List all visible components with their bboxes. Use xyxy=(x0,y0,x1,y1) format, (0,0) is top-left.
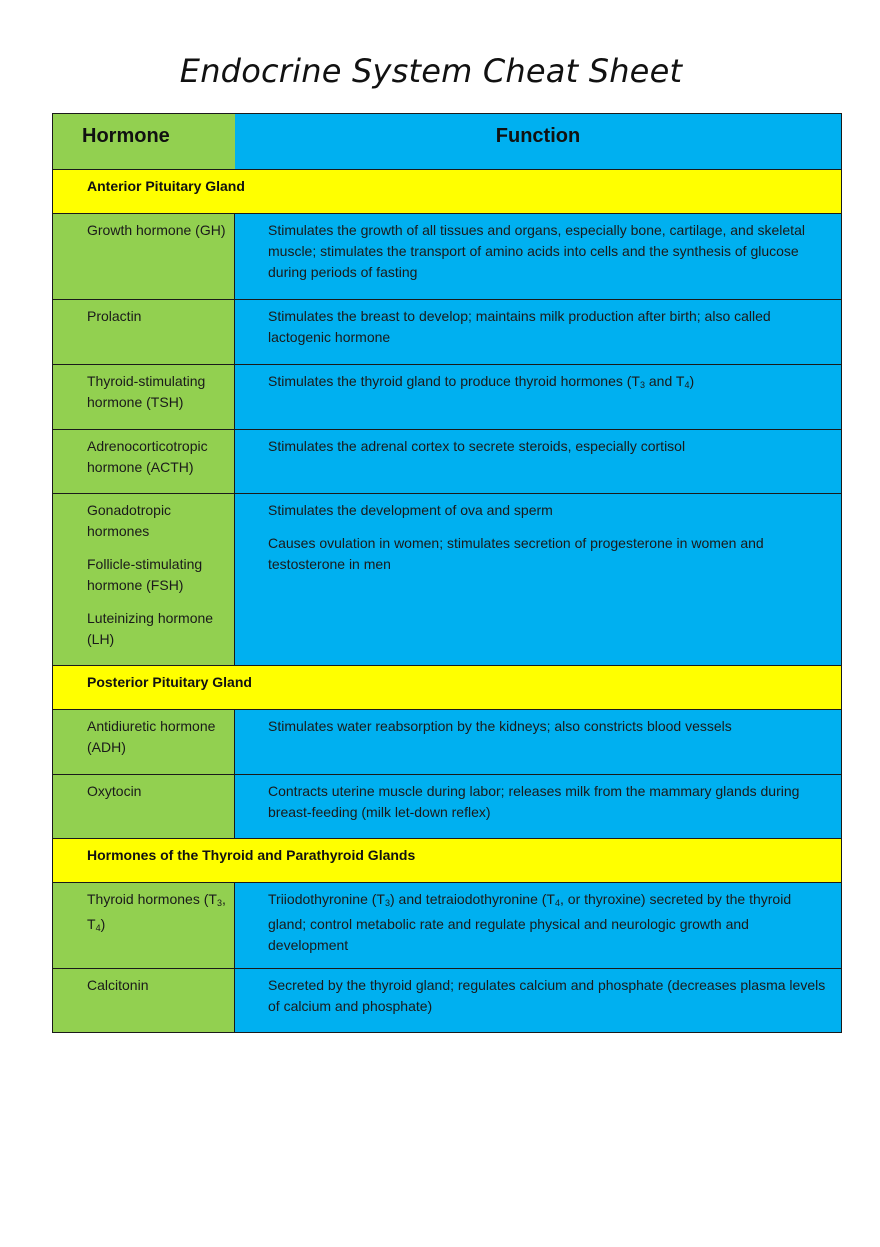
page-title: Endocrine System Cheat Sheet xyxy=(179,52,683,90)
subscript: 3 xyxy=(639,380,645,390)
function-cell: Stimulates the growth of all tissues and organs, especially bone, cartilage, and skeletal muscle; stimulates the transport of amino acids into cells and the synthesis of glucose during periods of fasting xyxy=(235,214,841,299)
function-text: Triiodothyronine (T xyxy=(268,891,385,907)
function-text: Stimulates the development of ova and sperm xyxy=(268,502,553,518)
hormone-cell xyxy=(53,883,235,968)
table-row xyxy=(53,968,841,1032)
subscript: 4 xyxy=(95,923,101,933)
hormone-cell: Prolactin xyxy=(53,300,235,364)
table-row xyxy=(53,882,841,968)
function-text: , or thyroxine) secreted by the thyroid gland; control metabolic rate and regulate physical and neurologic growth and development xyxy=(268,891,792,953)
function-cell xyxy=(235,365,841,429)
hormone-cell: Calcitonin xyxy=(53,969,235,1032)
hormone-cell: Antidiuretic hormone (ADH) xyxy=(53,710,235,774)
function-text: and T xyxy=(645,373,685,389)
hormone-cell: Adrenocorticotropic hormone (ACTH) xyxy=(53,430,235,493)
table-row xyxy=(53,493,841,665)
table-row xyxy=(53,213,841,299)
hormone-table xyxy=(52,113,842,1033)
function-text: Causes ovulation in women; stimulates secretion of progesterone in women and testosterone in men xyxy=(268,535,764,572)
table-row xyxy=(53,299,841,364)
function-cell: Stimulates the breast to develop; maintains milk production after birth; also called lactogenic hormone xyxy=(235,300,841,364)
table-header-row xyxy=(53,114,841,169)
hormone-text: Thyroid hormones (T xyxy=(87,891,217,907)
function-text: Stimulates the thyroid gland to produce thyroid hormones (T xyxy=(268,373,640,389)
hormone-cell: Growth hormone (GH) xyxy=(53,214,235,299)
hormone-name: Gonadotropic hormones xyxy=(87,502,172,539)
function-text: ) and tetraiodothyronine (T xyxy=(390,891,555,907)
hormone-name-lh: Luteinizing hormone (LH) xyxy=(87,610,214,647)
hormone-cell: Thyroid-stimulating hormone (TSH) xyxy=(53,365,235,429)
table-row xyxy=(53,429,841,493)
subscript: 3 xyxy=(384,898,390,908)
table-row xyxy=(53,364,841,429)
table-row xyxy=(53,774,841,838)
function-cell: Stimulates the adrenal cortex to secrete steroids, especially cortisol xyxy=(235,430,841,493)
hormone-name-fsh: Follicle-stimulating hormone (FSH) xyxy=(87,556,203,593)
subscript: 3 xyxy=(216,898,222,908)
header-hormone: Hormone xyxy=(53,114,235,169)
section-posterior-pituitary: Posterior Pituitary Gland xyxy=(53,665,841,709)
hormone-text: , T xyxy=(87,891,226,932)
subscript: 4 xyxy=(554,898,560,908)
function-cell xyxy=(235,494,841,665)
function-cell xyxy=(235,883,841,968)
table-row xyxy=(53,709,841,774)
section-thyroid-parathyroid: Hormones of the Thyroid and Parathyroid Glands xyxy=(53,838,841,882)
function-cell: Contracts uterine muscle during labor; releases milk from the mammary glands during breast-feeding (milk let-down reflex) xyxy=(235,775,841,838)
section-anterior-pituitary: Anterior Pituitary Gland xyxy=(53,169,841,213)
header-function: Function xyxy=(235,114,841,169)
subscript: 4 xyxy=(684,380,690,390)
hormone-text: ) xyxy=(100,916,106,932)
hormone-cell: Oxytocin xyxy=(53,775,235,838)
function-cell: Secreted by the thyroid gland; regulates calcium and phosphate (decreases plasma levels of calcium and phosphate) xyxy=(235,969,841,1032)
function-text: ) xyxy=(689,373,695,389)
hormone-cell xyxy=(53,494,235,665)
function-cell: Stimulates water reabsorption by the kidneys; also constricts blood vessels xyxy=(235,710,841,774)
